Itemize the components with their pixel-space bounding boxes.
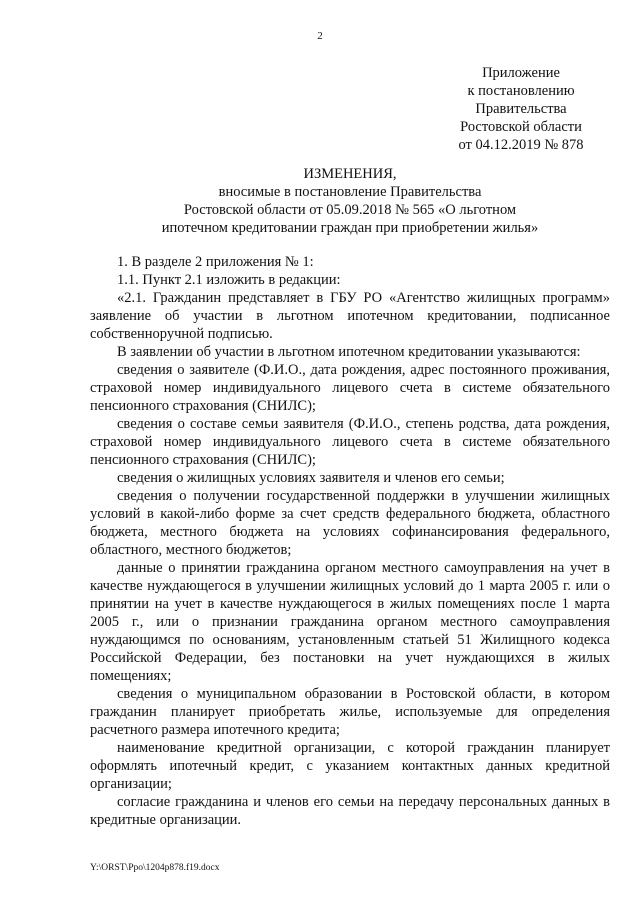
paragraph: наименование кредитной организации, с которой гражданин планирует оформлять ипотечный кредит, с указанием контактных данных кредитной организации; — [90, 740, 610, 792]
title-heading: ИЗМЕНЕНИЯ, — [303, 166, 397, 182]
paragraph: сведения о муниципальном образовании в Ростовской области, в котором гражданин планирует приобретать жилье, используемые для определения расчетного размера ипотечного кредита; — [90, 686, 610, 738]
document-body — [90, 253, 610, 829]
paragraph: сведения о жилищных условиях заявителя и членов его семьи; — [117, 470, 505, 486]
appendix-line: Правительства — [475, 101, 567, 117]
paragraph: В заявлении об участии в льготном ипотечном кредитовании указываются: — [117, 344, 581, 360]
paragraph: сведения о заявителе (Ф.И.О., дата рождения, адрес постоянного проживания, страховой номер индивидуального лицевого счета в системе обязательного пенсионного страхования (СНИЛС); — [90, 362, 610, 414]
appendix-line: Приложение — [482, 65, 560, 81]
paragraph: сведения о получении государственной поддержки в улучшении жилищных условий в какой-либо форме за счет средств федерального бюджета, областного бюджета, местного бюджета на условиях софинансирования федерального, областного, местного бюджетов; — [90, 488, 610, 558]
paragraph: согласие гражданина и членов его семьи на передачу персональных данных в кредитные организации. — [90, 794, 610, 828]
paragraph: 1. В разделе 2 приложения № 1: — [117, 254, 314, 270]
title-line: вносимые в постановление Правительства — [218, 184, 482, 200]
paragraph: данные о принятии гражданина органом местного самоуправления на учет в качестве нуждающегося в улучшении жилищных условий до 1 марта 2005 г. или о принятии на учет в качестве нуждающегося в жилых помещениях после 1 марта 2005 г., или о признании гражданина органом местного самоуправления нуждающимся по основаниям, установленным статьей 51 Жилищного кодекса Российской Федерации, без постановки на учет нуждающихся в жилых помещениях; — [90, 560, 610, 684]
title-line: Ростовской области от 05.09.2018 № 565 «О льготном — [183, 202, 517, 218]
appendix-block — [452, 64, 590, 154]
document-title — [80, 165, 620, 237]
appendix-line: к постановлению — [467, 83, 575, 99]
page-number: 2 — [317, 30, 323, 42]
appendix-line: от 04.12.2019 № 878 — [458, 137, 584, 153]
paragraph: 1.1. Пункт 2.1 изложить в редакции: — [117, 272, 341, 288]
file-path-footer: Y:\ORST\Ppo\1204p878.f19.docx — [90, 863, 220, 873]
appendix-line: Ростовской области — [460, 119, 582, 135]
paragraph: «2.1. Гражданин представляет в ГБУ РО «Агентство жилищных программ» заявление об участии в льготном ипотечном кредитовании, подписанное собственноручной подписью. — [90, 290, 610, 342]
paragraph: сведения о составе семьи заявителя (Ф.И.О., степень родства, дата рождения, страховой номер индивидуального лицевого счета в системе обязательного пенсионного страхования (СНИЛС); — [90, 416, 610, 468]
title-line: ипотечном кредитовании граждан при приобретении жилья» — [161, 220, 539, 236]
